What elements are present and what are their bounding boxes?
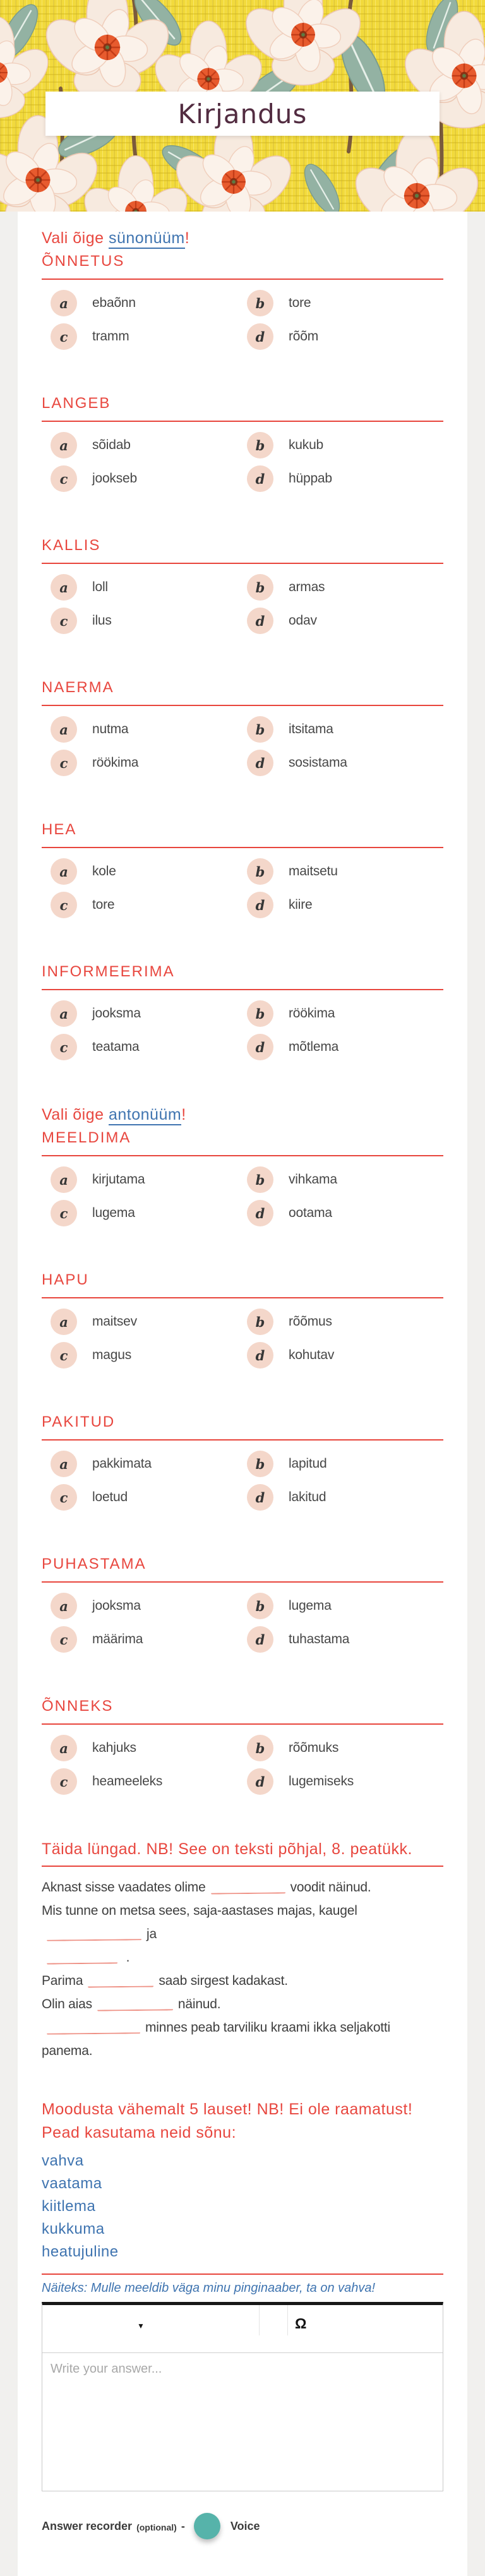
fill-sentence xyxy=(42,1992,443,2016)
option-letter: c xyxy=(59,755,68,771)
option-letter: b xyxy=(255,437,265,453)
option-letter-badge[interactable] xyxy=(51,1000,77,1027)
option-label: hüppab xyxy=(289,471,332,486)
option-c[interactable] xyxy=(51,465,247,492)
question-divider xyxy=(42,1581,443,1583)
option-letter-badge[interactable] xyxy=(247,1768,273,1795)
option-label: sõidab xyxy=(92,438,131,452)
required-word: kukkuma xyxy=(42,2220,105,2238)
option-d[interactable] xyxy=(247,1200,443,1226)
question-divider xyxy=(42,847,443,848)
question-options xyxy=(42,1000,443,1060)
option-letter-badge[interactable] xyxy=(247,608,273,634)
option-letter: d xyxy=(255,1489,265,1506)
question-block xyxy=(42,1413,443,1511)
option-letter-badge[interactable] xyxy=(51,290,77,316)
option-label: jooksma xyxy=(92,1006,141,1021)
question-word: NAERMA xyxy=(42,679,114,696)
option-letter: a xyxy=(59,1740,68,1756)
option-letter-badge[interactable] xyxy=(51,1451,77,1477)
option-letter: b xyxy=(255,1171,265,1188)
required-word: kiitlema xyxy=(42,2198,96,2215)
question-options xyxy=(42,574,443,634)
option-label: nutma xyxy=(92,722,129,736)
question-divider xyxy=(42,989,443,990)
option-label: kiire xyxy=(289,897,313,912)
option-letter: a xyxy=(59,295,68,311)
option-label: armas xyxy=(289,580,325,594)
option-label: itsitama xyxy=(289,722,333,736)
sentence-text: ja xyxy=(147,1927,157,1941)
question-divider xyxy=(42,563,443,564)
question-options xyxy=(42,1593,443,1653)
sentence-text: minnes peab tarviliku kraami ikka seljakotti panema. xyxy=(42,2020,391,2058)
option-c[interactable] xyxy=(51,1484,247,1511)
option-letter: a xyxy=(59,1171,68,1188)
question-word: PAKITUD xyxy=(42,1413,116,1430)
question-word: ÕNNEKS xyxy=(42,1698,114,1715)
prompt-suffix: ! xyxy=(181,1106,186,1123)
question-block xyxy=(42,394,443,492)
option-letter-badge[interactable] xyxy=(51,1342,77,1369)
option-letter: d xyxy=(255,328,265,345)
fill-sentence xyxy=(42,1946,443,1969)
option-letter: a xyxy=(59,579,68,596)
option-letter: d xyxy=(255,755,265,771)
question-options xyxy=(42,1166,443,1226)
option-b[interactable] xyxy=(247,1593,443,1619)
option-letter: c xyxy=(59,1773,68,1790)
option-letter: a xyxy=(59,863,68,880)
format-dropdown-caret-icon[interactable]: ▼ xyxy=(137,2321,145,2330)
sentence-text: . xyxy=(123,1950,130,1965)
question-options xyxy=(42,858,443,918)
fill-blank[interactable] xyxy=(210,1879,285,1894)
option-label: kirjutama xyxy=(92,1172,145,1187)
option-label: vihkama xyxy=(289,1172,337,1187)
question-options xyxy=(42,290,443,350)
option-letter: b xyxy=(255,1598,265,1614)
option-a[interactable] xyxy=(51,1451,247,1477)
title-band xyxy=(45,92,440,136)
option-label: loll xyxy=(92,580,108,594)
option-label: lugema xyxy=(289,1598,332,1613)
option-d[interactable] xyxy=(247,892,443,918)
omega-special-char-icon[interactable]: Ω xyxy=(295,2315,307,2332)
option-letter: d xyxy=(255,1773,265,1790)
fill-blank[interactable] xyxy=(47,1926,141,1941)
synonym-prompt xyxy=(42,228,443,248)
option-letter: d xyxy=(255,1631,265,1648)
option-letter: c xyxy=(59,1039,68,1055)
option-letter: a xyxy=(59,1314,68,1330)
option-letter: c xyxy=(59,897,68,913)
option-letter-badge[interactable] xyxy=(51,465,77,492)
option-letter: d xyxy=(255,1347,265,1363)
question-block xyxy=(42,1271,443,1369)
sentence-text: voodit näinud. xyxy=(290,1880,371,1895)
option-letter: a xyxy=(59,1005,68,1022)
option-letter-badge[interactable] xyxy=(247,465,273,492)
option-label: jookseb xyxy=(92,471,137,486)
option-letter-badge[interactable] xyxy=(51,323,77,350)
option-letter-badge[interactable] xyxy=(51,892,77,918)
antonym-link[interactable]: antonüüm xyxy=(109,1106,181,1125)
option-label: sosistama xyxy=(289,755,347,770)
option-label: tore xyxy=(92,897,115,912)
option-letter: c xyxy=(59,470,68,487)
option-a[interactable] xyxy=(51,1166,247,1193)
option-a[interactable] xyxy=(51,432,247,458)
question-block xyxy=(42,820,443,918)
option-letter: c xyxy=(59,1205,68,1221)
synonym-question-group xyxy=(42,252,443,1060)
compose-heading-1: Moodusta vähemalt 5 lauset! NB! Ei ole raamatust! xyxy=(42,2100,413,2118)
answer-recorder-row xyxy=(42,2513,443,2539)
question-divider xyxy=(42,1297,443,1298)
question-divider xyxy=(42,279,443,280)
option-a[interactable] xyxy=(51,1000,247,1027)
toolbar-separator xyxy=(287,2305,288,2335)
option-d[interactable] xyxy=(247,1626,443,1653)
option-letter: b xyxy=(255,1005,265,1022)
option-label: lakitud xyxy=(289,1490,326,1504)
question-block xyxy=(42,1555,443,1653)
option-b[interactable] xyxy=(247,1309,443,1335)
option-letter: b xyxy=(255,579,265,596)
recorder-optional-label: (optional) xyxy=(136,2522,177,2532)
option-b[interactable] xyxy=(247,574,443,601)
compose-section xyxy=(42,2098,443,2539)
option-letter-badge[interactable] xyxy=(51,1309,77,1335)
option-letter-badge[interactable] xyxy=(51,1626,77,1653)
option-letter-badge[interactable] xyxy=(247,1000,273,1027)
option-c[interactable] xyxy=(51,750,247,776)
option-letter: a xyxy=(59,1456,68,1472)
option-letter: c xyxy=(59,328,68,345)
option-label: ilus xyxy=(92,613,112,628)
option-letter: c xyxy=(59,1489,68,1506)
option-letter: b xyxy=(255,1456,265,1472)
fill-blank[interactable] xyxy=(47,1950,117,1964)
option-label: kohutav xyxy=(289,1348,335,1362)
option-letter-badge[interactable] xyxy=(51,1166,77,1193)
option-letter: c xyxy=(59,1347,68,1363)
option-letter-badge[interactable] xyxy=(247,1451,273,1477)
option-label: tore xyxy=(289,296,311,310)
option-label: ebaõnn xyxy=(92,296,136,310)
option-a[interactable] xyxy=(51,1735,247,1761)
question-block xyxy=(42,678,443,776)
voice-label: Voice xyxy=(230,2519,260,2532)
option-label: lugema xyxy=(92,1206,135,1220)
option-letter: a xyxy=(59,1598,68,1614)
sentence-text: Mis tunne on metsa sees, saja-aastases majas, kaugel xyxy=(42,1903,357,1918)
question-options xyxy=(42,1451,443,1511)
option-letter: b xyxy=(255,1314,265,1330)
option-label: kukub xyxy=(289,438,324,452)
option-letter-badge[interactable] xyxy=(247,574,273,601)
recorder-label: Answer recorder xyxy=(42,2519,133,2532)
option-label: teatama xyxy=(92,1039,140,1054)
option-letter: b xyxy=(255,721,265,738)
option-label: määrima xyxy=(92,1632,143,1646)
option-letter-badge[interactable] xyxy=(247,1484,273,1511)
fill-blank[interactable] xyxy=(97,1996,173,2011)
option-a[interactable] xyxy=(51,1593,247,1619)
option-d[interactable] xyxy=(247,323,443,350)
option-d[interactable] xyxy=(247,465,443,492)
option-letter-badge[interactable] xyxy=(247,432,273,458)
option-b[interactable] xyxy=(247,432,443,458)
prompt-prefix: Vali õige xyxy=(42,229,109,247)
option-letter-badge[interactable] xyxy=(247,1309,273,1335)
option-c[interactable] xyxy=(51,1034,247,1060)
option-a[interactable] xyxy=(51,1309,247,1335)
compose-divider xyxy=(42,2273,443,2275)
option-c[interactable] xyxy=(51,323,247,350)
question-divider xyxy=(42,1155,443,1156)
question-word: MEELDIMA xyxy=(42,1129,131,1146)
fill-sentences xyxy=(42,1876,443,2063)
option-label: tuhastama xyxy=(289,1632,350,1646)
option-b[interactable] xyxy=(247,716,443,743)
option-c[interactable] xyxy=(51,1768,247,1795)
option-letter-badge[interactable] xyxy=(51,1768,77,1795)
option-label: röökima xyxy=(289,1006,335,1021)
question-divider xyxy=(42,421,443,422)
option-letter-badge[interactable] xyxy=(247,290,273,316)
fill-sentence xyxy=(42,1899,443,1946)
option-d[interactable] xyxy=(247,1342,443,1369)
option-letter-badge[interactable] xyxy=(51,608,77,634)
option-letter: d xyxy=(255,897,265,913)
option-letter-badge[interactable] xyxy=(247,892,273,918)
sentence-text: näinud. xyxy=(177,1997,221,2011)
fill-gaps-divider xyxy=(42,1866,443,1867)
option-letter-badge[interactable] xyxy=(51,1034,77,1060)
option-letter: d xyxy=(255,1039,265,1055)
example-sentence: Näiteks: Mulle meeldib väga minu pinginaaber, ta on vahva! xyxy=(42,2281,376,2295)
option-letter-badge[interactable] xyxy=(247,1735,273,1761)
option-letter-badge[interactable] xyxy=(51,432,77,458)
option-b[interactable] xyxy=(247,1000,443,1027)
option-label: maitsetu xyxy=(289,864,338,878)
option-letter-badge[interactable] xyxy=(51,716,77,743)
option-letter: b xyxy=(255,295,265,311)
option-label: mõtlema xyxy=(289,1039,339,1054)
option-letter-badge[interactable] xyxy=(247,1626,273,1653)
voice-record-button[interactable] xyxy=(194,2513,220,2539)
antonym-question-group xyxy=(42,1129,443,1795)
question-block xyxy=(42,1129,443,1226)
floral-header xyxy=(0,0,485,212)
option-a[interactable] xyxy=(51,716,247,743)
option-letter: a xyxy=(59,721,68,738)
sentence-text: Parima xyxy=(42,1974,83,1988)
sentence-text: Aknast sisse vaadates olime xyxy=(42,1880,206,1895)
option-letter: b xyxy=(255,1740,265,1756)
question-block xyxy=(42,1697,443,1795)
option-label: jooksma xyxy=(92,1598,141,1613)
answer-editor xyxy=(42,2302,443,2491)
question-word: ÕNNETUS xyxy=(42,253,125,270)
option-label: rõõmus xyxy=(289,1314,332,1329)
question-options xyxy=(42,1735,443,1795)
toolbar-separator xyxy=(259,2305,260,2335)
option-letter-badge[interactable] xyxy=(247,716,273,743)
question-divider xyxy=(42,1723,443,1725)
option-letter-badge[interactable] xyxy=(247,1593,273,1619)
question-block xyxy=(42,536,443,634)
option-label: rõõm xyxy=(289,329,319,344)
option-letter-badge[interactable] xyxy=(247,1034,273,1060)
question-divider xyxy=(42,1439,443,1441)
question-options xyxy=(42,716,443,776)
option-label: ootama xyxy=(289,1206,332,1220)
answer-textarea[interactable] xyxy=(42,2353,443,2491)
fill-sentence xyxy=(42,2016,443,2063)
sentence-text: saab sirgest kadakast. xyxy=(159,1974,288,1988)
fill-sentence xyxy=(42,1969,443,1992)
required-word: vahva xyxy=(42,2152,84,2169)
option-c[interactable] xyxy=(51,1342,247,1369)
question-options xyxy=(42,432,443,492)
option-letter: c xyxy=(59,613,68,629)
question-word: LANGEB xyxy=(42,395,111,412)
required-word: heatujuline xyxy=(42,2243,119,2260)
option-letter: b xyxy=(255,863,265,880)
option-letter-badge[interactable] xyxy=(51,574,77,601)
option-d[interactable] xyxy=(247,1034,443,1060)
prompt-suffix: ! xyxy=(184,229,190,247)
compose-heading-2: Pead kasutama neid sõnu: xyxy=(42,2124,237,2142)
option-a[interactable] xyxy=(51,290,247,316)
fill-blank[interactable] xyxy=(88,1973,153,1987)
option-c[interactable] xyxy=(51,608,247,634)
synonym-link[interactable]: sünonüüm xyxy=(109,229,185,249)
prompt-prefix: Vali õige xyxy=(42,1106,109,1123)
option-label: magus xyxy=(92,1348,132,1362)
option-d[interactable] xyxy=(247,750,443,776)
option-letter-badge[interactable] xyxy=(247,1166,273,1193)
antonym-prompt xyxy=(42,1105,443,1125)
option-label: loetud xyxy=(92,1490,128,1504)
option-letter-badge[interactable] xyxy=(247,1342,273,1369)
option-label: lugemiseks xyxy=(289,1774,354,1788)
option-letter-badge[interactable] xyxy=(247,323,273,350)
question-word: HEA xyxy=(42,821,77,838)
question-word: HAPU xyxy=(42,1271,89,1288)
option-d[interactable] xyxy=(247,608,443,634)
option-letter-badge[interactable] xyxy=(51,1593,77,1619)
recorder-dash: - xyxy=(181,2519,185,2532)
answer-placeholder: Write your answer... xyxy=(51,2362,162,2376)
option-letter-badge[interactable] xyxy=(247,750,273,776)
option-letter-badge[interactable] xyxy=(51,750,77,776)
option-label: rõõmuks xyxy=(289,1740,339,1755)
option-letter: d xyxy=(255,613,265,629)
option-b[interactable] xyxy=(247,1166,443,1193)
option-label: pakkimata xyxy=(92,1456,152,1471)
option-letter-badge[interactable] xyxy=(247,858,273,885)
sentence-text: Olin aias xyxy=(42,1997,92,2011)
question-word: INFORMEERIMA xyxy=(42,963,175,980)
option-letter-badge[interactable] xyxy=(51,1200,77,1226)
option-label: kole xyxy=(92,864,116,878)
question-options xyxy=(42,1309,443,1369)
option-letter-badge[interactable] xyxy=(247,1200,273,1226)
option-letter-badge[interactable] xyxy=(51,1735,77,1761)
fill-blank[interactable] xyxy=(47,2020,140,2035)
option-label: tramm xyxy=(92,329,129,344)
question-word: KALLIS xyxy=(42,537,101,554)
option-b[interactable] xyxy=(247,858,443,885)
question-block xyxy=(42,252,443,350)
fill-sentence xyxy=(42,1876,443,1899)
fill-gaps-heading: Täida lüngad. NB! See on teksti põhjal, 8. peatükk. xyxy=(42,1840,412,1858)
option-letter: d xyxy=(255,470,265,487)
page-title: Kirjandus xyxy=(177,98,308,129)
option-label: lapitud xyxy=(289,1456,327,1471)
compose-word-list xyxy=(42,2150,443,2263)
option-label: heameeleks xyxy=(92,1774,163,1788)
option-c[interactable] xyxy=(51,892,247,918)
question-divider xyxy=(42,705,443,706)
option-letter-badge[interactable] xyxy=(51,858,77,885)
question-word: PUHASTAMA xyxy=(42,1555,147,1573)
option-c[interactable] xyxy=(51,1200,247,1226)
option-letter: a xyxy=(59,437,68,453)
required-word: vaatama xyxy=(42,2175,102,2192)
option-c[interactable] xyxy=(51,1626,247,1653)
option-label: maitsev xyxy=(92,1314,137,1329)
option-b[interactable] xyxy=(247,1735,443,1761)
option-letter: d xyxy=(255,1205,265,1221)
option-b[interactable] xyxy=(247,1451,443,1477)
option-a[interactable] xyxy=(51,574,247,601)
option-b[interactable] xyxy=(247,290,443,316)
option-label: röökima xyxy=(92,755,139,770)
option-d[interactable] xyxy=(247,1484,443,1511)
option-a[interactable] xyxy=(51,858,247,885)
option-letter-badge[interactable] xyxy=(51,1484,77,1511)
option-d[interactable] xyxy=(247,1768,443,1795)
option-label: kahjuks xyxy=(92,1740,136,1755)
fill-gaps-section xyxy=(42,1839,443,2063)
form-card xyxy=(18,212,467,2576)
option-label: odav xyxy=(289,613,317,628)
editor-toolbar xyxy=(42,2305,443,2353)
option-letter: c xyxy=(59,1631,68,1648)
question-block xyxy=(42,962,443,1060)
